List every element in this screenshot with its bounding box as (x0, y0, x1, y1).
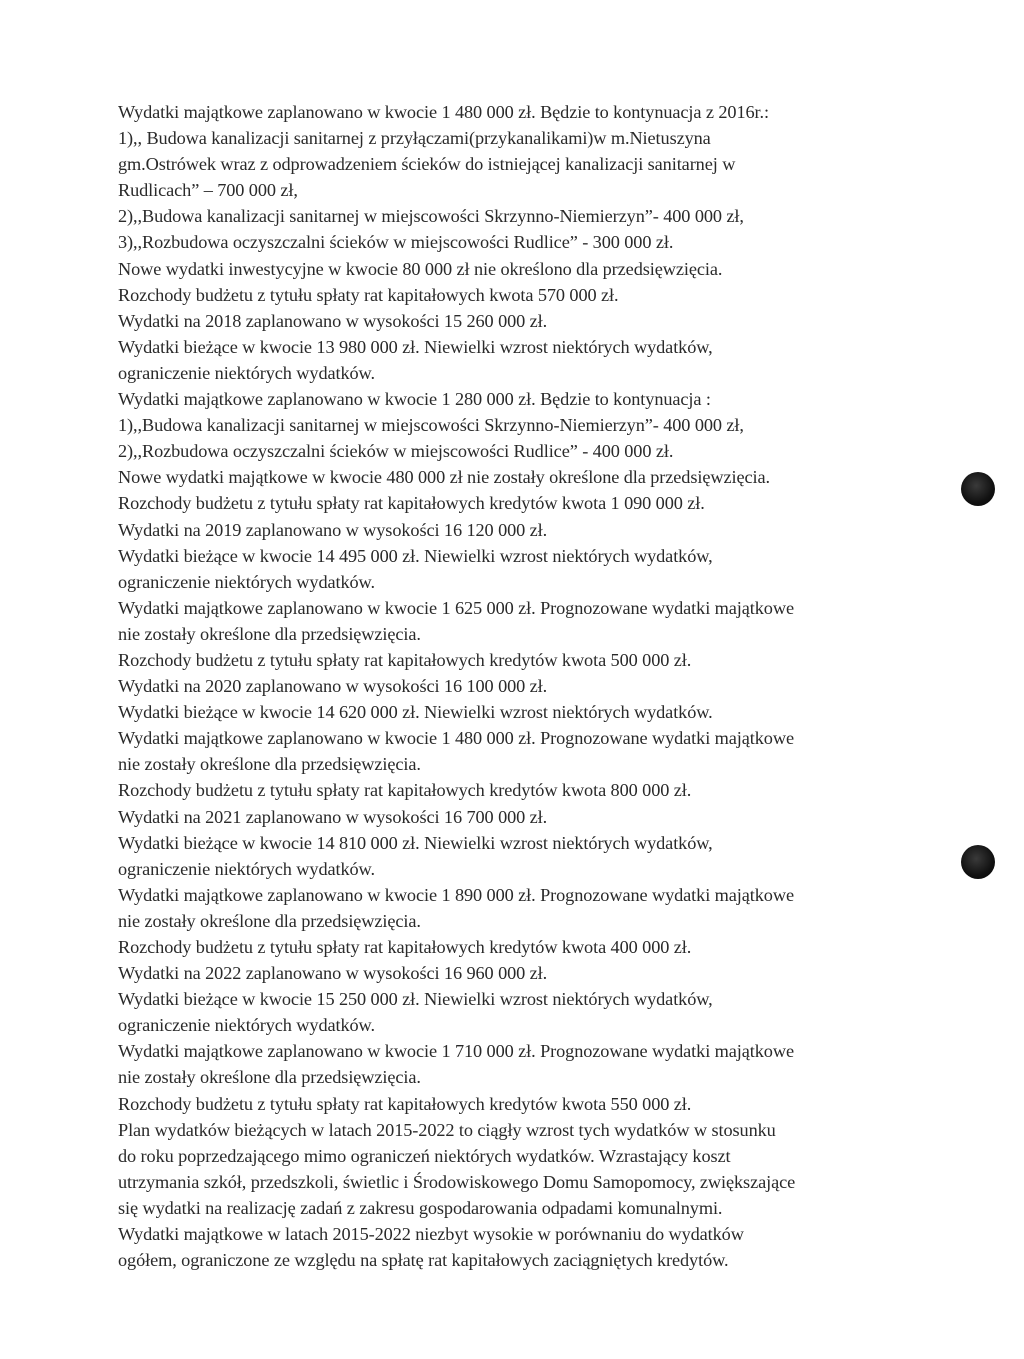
text-line: Wydatki na 2022 zaplanowano w wysokości 16 960 000 zł. (118, 963, 548, 984)
text-line: 2),,Budowa kanalizacji sanitarnej w miejscowości Skrzynno-Niemierzyn”- 400 000 zł, (118, 206, 744, 227)
text-line: Wydatki na 2019 zaplanowano w wysokości 16 120 000 zł. (118, 519, 548, 540)
text-line: do roku poprzedzającego mimo ograniczeń niektórych wydatków. Wzrastający koszt (118, 1145, 731, 1166)
text-line: ograniczenie niektórych wydatków. (118, 571, 375, 592)
text-line: gm.Ostrówek wraz z odprowadzeniem ścieków do istniejącej kanalizacji sanitarnej w (118, 154, 736, 175)
punch-hole-icon (961, 472, 995, 506)
text-line: Rozchody budżetu z tytułu spłaty rat kapitałowych kwota 570 000 zł. (118, 284, 619, 305)
text-line: Wydatki na 2020 zaplanowano w wysokości 16 100 000 zł. (118, 676, 548, 697)
text-line: Nowe wydatki majątkowe w kwocie 480 000 zł nie zostały określone dla przedsięwzięcia. (118, 467, 770, 488)
text-line: 2),,Rozbudowa oczyszczalni ścieków w miejscowości Rudlice” - 400 000 zł. (118, 441, 674, 462)
text-line: ograniczenie niektórych wydatków. (118, 858, 375, 879)
text-line: Rozchody budżetu z tytułu spłaty rat kapitałowych kredytów kwota 400 000 zł. (118, 937, 692, 957)
text-line: Wydatki majątkowe w latach 2015-2022 niezbyt wysokie w porównaniu do wydatków (118, 1224, 744, 1245)
text-line: nie zostały określone dla przedsięwzięcia. (118, 623, 421, 644)
text-line: Rozchody budżetu z tytułu spłaty rat kapitałowych kredytów kwota 500 000 zł. (118, 649, 692, 670)
text-line: 1),, Budowa kanalizacji sanitarnej z przyłączami(przykanalikami)w m.Nietuszyna (118, 128, 711, 149)
text-line: ograniczenie niektórych wydatków. (118, 1015, 375, 1036)
text-line: Wydatki majątkowe zaplanowano w kwocie 1 480 000 zł. Będzie to kontynuacja z 2016r.: (118, 102, 769, 122)
text-line: Wydatki majątkowe zaplanowano w kwocie 1 710 000 zł. Prognozowane wydatki majątkowe (118, 1041, 794, 1062)
text-line: Wydatki bieżące w kwocie 14 810 000 zł. Niewielki wzrost niektórych wydatków, (118, 832, 713, 853)
text-line: Rozchody budżetu z tytułu spłaty rat kapitałowych kredytów kwota 1 090 000 zł. (118, 493, 705, 514)
document-page (118, 99, 918, 1273)
text-line: Wydatki majątkowe zaplanowano w kwocie 1 625 000 zł. Prognozowane wydatki majątkowe (118, 597, 794, 618)
punch-hole-icon (961, 845, 995, 879)
text-line: Plan wydatków bieżących w latach 2015-2022 to ciągły wzrost tych wydatków w stosunku (118, 1119, 776, 1140)
text-line: ograniczenie niektórych wydatków. (118, 362, 375, 383)
text-line: Wydatki bieżące w kwocie 14 620 000 zł. Niewielki wzrost niektórych wydatków. (118, 702, 713, 723)
text-line: Rozchody budżetu z tytułu spłaty rat kapitałowych kredytów kwota 800 000 zł. (118, 780, 692, 801)
text-line: 1),,Budowa kanalizacji sanitarnej w miejscowości Skrzynno-Niemierzyn”- 400 000 zł, (118, 415, 744, 436)
text-line: nie zostały określone dla przedsięwzięcia. (118, 754, 421, 775)
text-line: 3),,Rozbudowa oczyszczalni ścieków w miejscowości Rudlice” - 300 000 zł. (118, 232, 674, 253)
text-line: nie zostały określone dla przedsięwzięcia. (118, 1067, 421, 1088)
text-line: Rudlicach” – 700 000 zł, (118, 180, 298, 201)
text-line: Wydatki majątkowe zaplanowano w kwocie 1 480 000 zł. Prognozowane wydatki majątkowe (118, 728, 794, 749)
text-line: Wydatki majątkowe zaplanowano w kwocie 1 890 000 zł. Prognozowane wydatki majątkowe (118, 884, 794, 905)
text-line: Wydatki na 2021 zaplanowano w wysokości 16 700 000 zł. (118, 806, 548, 827)
text-line: Rozchody budżetu z tytułu spłaty rat kapitałowych kredytów kwota 550 000 zł. (118, 1093, 692, 1114)
text-line: Wydatki bieżące w kwocie 14 495 000 zł. Niewielki wzrost niektórych wydatków, (118, 545, 713, 566)
text-line: Wydatki majątkowe zaplanowano w kwocie 1 280 000 zł. Będzie to kontynuacja : (118, 389, 711, 410)
text-line: Nowe wydatki inwestycyjne w kwocie 80 000 zł nie określono dla przedsięwzięcia. (118, 258, 723, 279)
text-line: Wydatki na 2018 zaplanowano w wysokości 15 260 000 zł. (118, 310, 548, 331)
text-line: Wydatki bieżące w kwocie 15 250 000 zł. Niewielki wzrost niektórych wydatków, (118, 989, 713, 1010)
text-line: ogółem, ograniczone ze względu na spłatę rat kapitałowych zaciągniętych kredytów. (118, 1250, 729, 1271)
text-line: się wydatki na realizację zadań z zakresu gospodarowania odpadami komunalnymi. (118, 1197, 723, 1218)
text-line: nie zostały określone dla przedsięwzięcia. (118, 910, 421, 931)
text-line: Wydatki bieżące w kwocie 13 980 000 zł. Niewielki wzrost niektórych wydatków, (118, 336, 713, 357)
text-line: utrzymania szkół, przedszkoli, świetlic i Środowiskowego Domu Samopomocy, zwiększające (118, 1171, 796, 1192)
